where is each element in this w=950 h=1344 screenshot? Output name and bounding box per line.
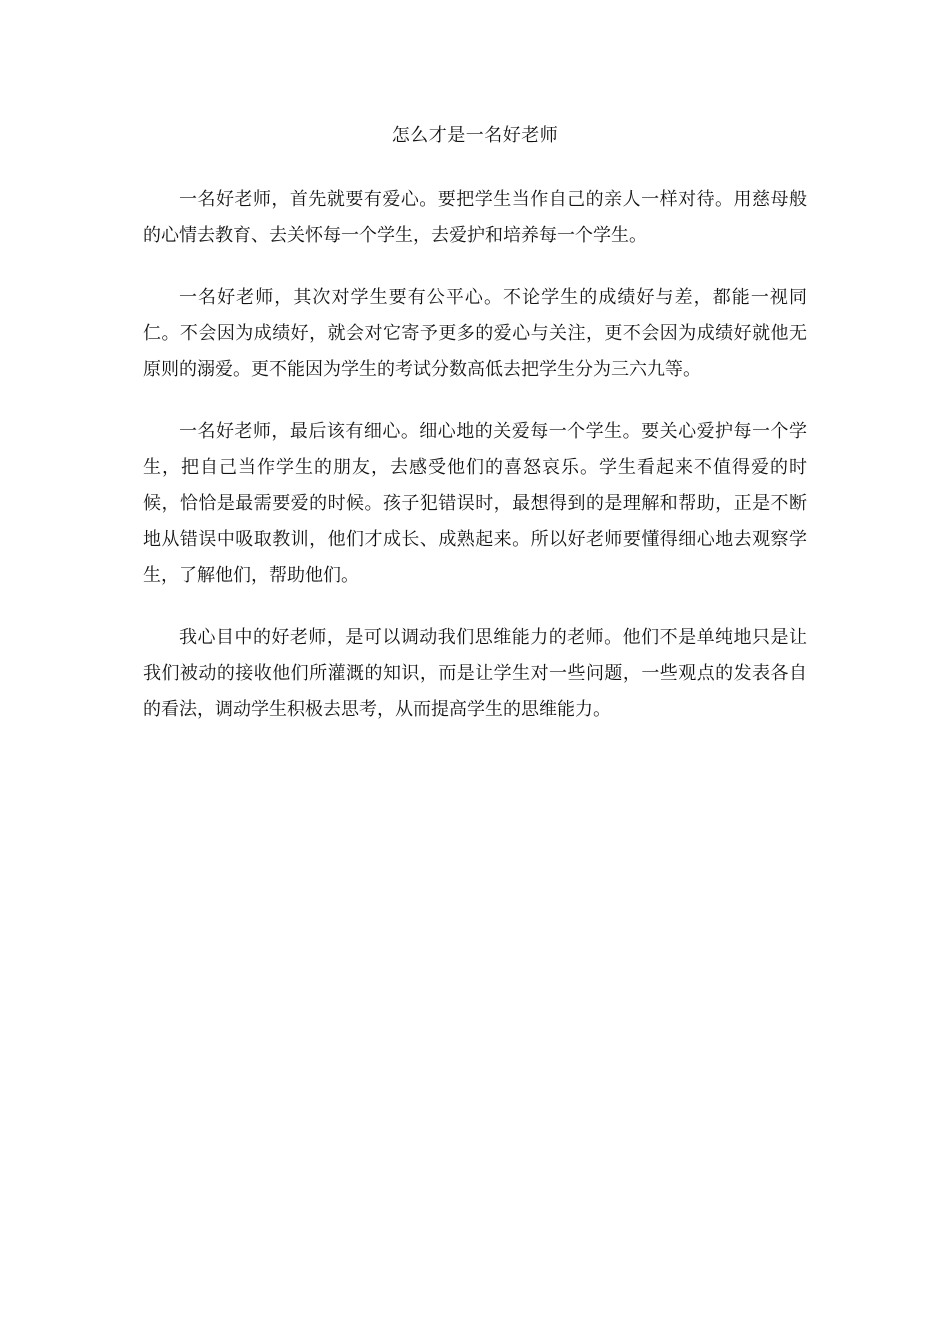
paragraph-4: 我心目中的好老师，是可以调动我们思维能力的老师。他们不是单纯地只是让我们被动的接收他们所灌溉的知识，而是让学生对一些问题，一些观点的发表各自的看法，调动学生积极去思考，从而提高学生的思维能力。 <box>143 627 807 720</box>
document-body <box>143 182 807 754</box>
paragraph-1: 一名好老师，首先就要有爱心。要把学生当作自己的亲人一样对待。用慈母般的心情去教育、去关怀每一个学生，去爱护和培养每一个学生。 <box>143 189 807 246</box>
document-title: 怎么才是一名好老师 <box>391 125 559 146</box>
paragraph-3: 一名好老师，最后该有细心。细心地的关爱每一个学生。要关心爱护每一个学生，把自己当作学生的朋友，去感受他们的喜怒哀乐。学生看起来不值得爱的时候，恰恰是最需要爱的时候。孩子犯错误时，最想得到的是理解和帮助，正是不断地从错误中吸取教训，他们才成长、成熟起来。所以好老师要懂得细心地去观察学生，了解他们，帮助他们。 <box>143 421 807 586</box>
paragraph-2: 一名好老师，其次对学生要有公平心。不论学生的成绩好与差，都能一视同仁。不会因为成绩好，就会对它寄予更多的爱心与关注，更不会因为成绩好就他无原则的溺爱。更不能因为学生的考试分数高低去把学生分为三六九等。 <box>143 287 807 380</box>
